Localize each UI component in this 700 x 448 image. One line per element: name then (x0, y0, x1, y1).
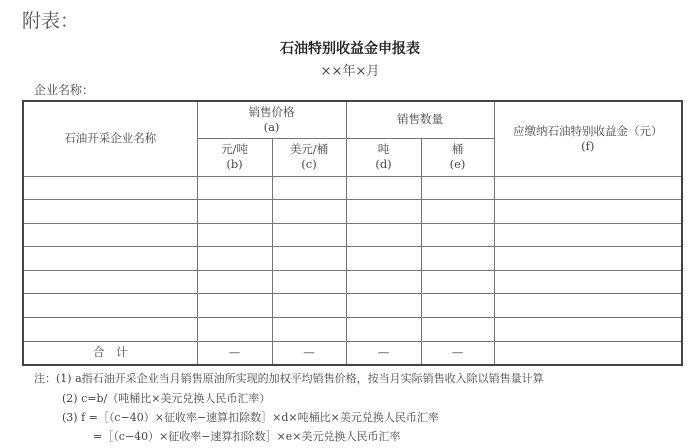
empty-cell (494, 176, 682, 200)
empty-cell (197, 176, 272, 200)
empty-cell (23, 200, 197, 224)
empty-cell (23, 247, 197, 271)
header-sales-price: 销售价格 (a) (197, 101, 346, 138)
empty-cell (23, 223, 197, 247)
empty-cell (421, 200, 494, 224)
empty-cell (346, 200, 421, 224)
empty-cell (494, 247, 682, 271)
empty-cell (23, 294, 197, 318)
empty-cell (272, 176, 346, 200)
total-cell: — (197, 341, 272, 365)
table-row (23, 270, 682, 294)
empty-cell (421, 247, 494, 271)
empty-cell (494, 318, 682, 342)
total-cell: — (346, 341, 421, 365)
header-yuan-per-ton: 元/吨 (b) (197, 138, 272, 176)
empty-cell (421, 176, 494, 200)
empty-cell (494, 270, 682, 294)
table-row (23, 294, 682, 318)
empty-cell (346, 176, 421, 200)
note-2: (2) c=b/（吨桶比×美元兑换人民币汇率） (62, 392, 271, 405)
declaration-table (22, 100, 683, 366)
header-company-name: 石油开采企业名称 (23, 101, 197, 176)
form-title: 石油特别收益金申报表 (280, 41, 420, 57)
empty-cell (272, 270, 346, 294)
total-cell (494, 341, 682, 365)
total-label: 合 计 (23, 341, 197, 365)
table-row (23, 247, 682, 271)
empty-cell (197, 223, 272, 247)
empty-cell (23, 176, 197, 200)
empty-cell (272, 294, 346, 318)
empty-cell (421, 294, 494, 318)
empty-cell (494, 223, 682, 247)
table-row (23, 223, 682, 247)
empty-cell (197, 200, 272, 224)
total-cell: — (272, 341, 346, 365)
company-name-label: 企业名称： (34, 83, 95, 97)
empty-cell (494, 200, 682, 224)
table-row (23, 176, 682, 200)
empty-cell (421, 223, 494, 247)
table-row (23, 200, 682, 224)
empty-cell (272, 200, 346, 224)
form-period: ××年×月 (320, 64, 380, 79)
empty-cell (197, 294, 272, 318)
empty-cell (23, 318, 197, 342)
header-barrels: 桶 (e) (421, 138, 494, 176)
empty-cell (346, 270, 421, 294)
note-3-continued: =［（c−40）×征收率−速算扣除数］×e×美元兑换人民币汇率 (93, 430, 401, 443)
total-cell: — (421, 341, 494, 365)
empty-cell (23, 270, 197, 294)
header-sales-quantity: 销售数量 (346, 101, 494, 138)
note-1: 注：(1) a指石油开采企业当月销售原油所实现的加权平均销售价格，按当月实际销售收入除以销售量计算 (34, 372, 544, 385)
empty-cell (197, 270, 272, 294)
empty-cell (346, 318, 421, 342)
empty-cell (197, 247, 272, 271)
header-tons: 吨 (d) (346, 138, 421, 176)
empty-cell (272, 247, 346, 271)
empty-cell (272, 223, 346, 247)
empty-cell (346, 294, 421, 318)
empty-cell (494, 294, 682, 318)
header-usd-per-barrel: 美元/桶 (c) (272, 138, 346, 176)
empty-cell (346, 223, 421, 247)
empty-cell (346, 247, 421, 271)
empty-cell (421, 270, 494, 294)
header-payable-amount: 应缴纳石油特别收益金（元） (f) (494, 101, 682, 176)
appendix-label: 附表： (22, 10, 80, 32)
empty-cell (197, 318, 272, 342)
total-row (23, 341, 682, 365)
table-row (23, 318, 682, 342)
empty-cell (421, 318, 494, 342)
note-3: (3) f =［（c−40）×征收率−速算扣除数］×d×吨桶比×美元兑换人民币汇率 (62, 411, 439, 424)
empty-cell (272, 318, 346, 342)
